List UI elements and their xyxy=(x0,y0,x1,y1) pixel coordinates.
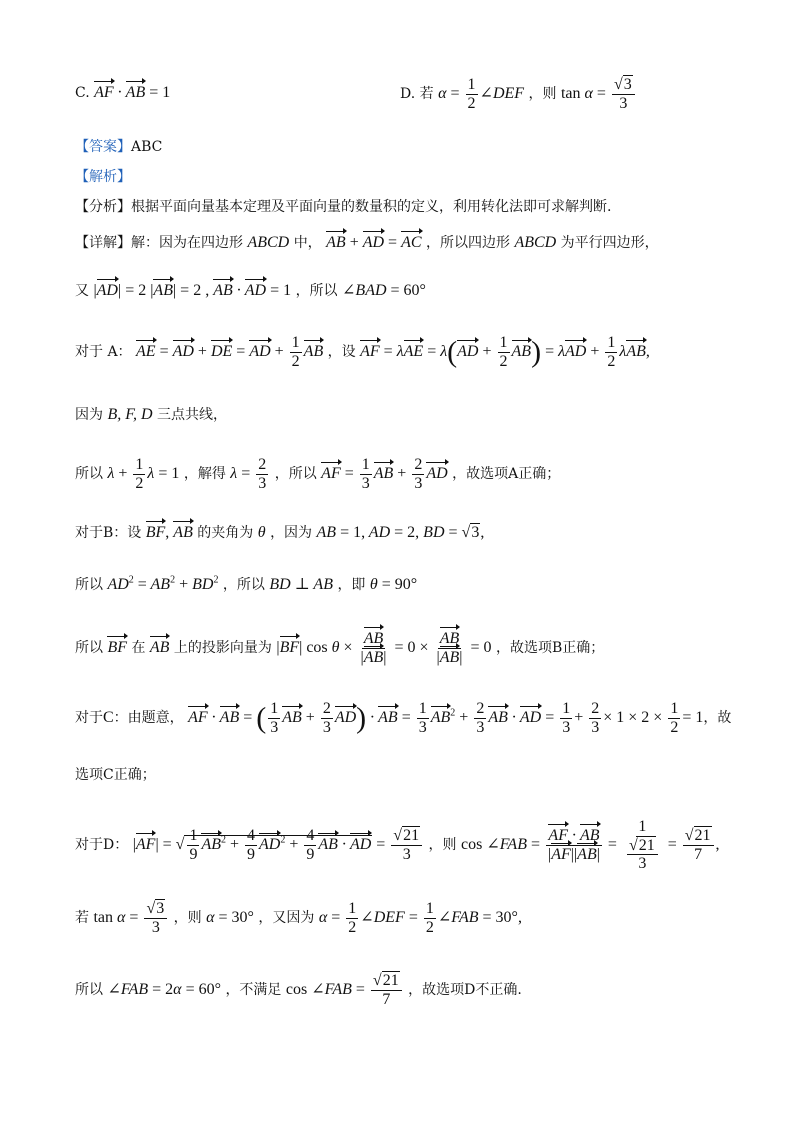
part-a-lambda-eq: λ + $\frac{1}{2}$ λ = 1 xyxy=(107,456,180,492)
detail-t5: ，所以 xyxy=(295,283,338,299)
part-d-cos: cos ∠FAB = $\frac{AF \cdot AB}{|AF||AB|}$ = $\frac{1}{\frac{√21}{3}}$ = $\frac{√21}{7}$ , xyxy=(460,818,720,873)
option-d-tan: tan α = $\frac{√3}{3}$ xyxy=(561,85,637,102)
part-d-ze: ，则 xyxy=(428,837,457,854)
part-d-cos-val: cos ∠FAB = $\frac{√21}{7}$ xyxy=(286,981,404,998)
part-d-alpha-eq: α = $\frac{1}{2}$ ∠DEF = $\frac{1}{2}$ ∠FAB = 30°, xyxy=(318,900,522,936)
part-c-line-1 xyxy=(75,700,731,736)
vector-sum: AB + AD = AC xyxy=(326,234,422,251)
part-a-line-1 xyxy=(75,334,650,370)
part-d-conclusion: ，故选项D不正确. xyxy=(408,981,522,998)
option-d-label: D. xyxy=(400,85,416,102)
part-c-letter: C xyxy=(103,708,114,726)
part-d-fab: ∠FAB = 2α = 60° xyxy=(107,980,221,998)
part-a-jiede: ，解得 xyxy=(183,465,226,482)
answer-line xyxy=(75,136,162,156)
part-b-conclusion: ，故选项B正确； xyxy=(495,639,605,656)
part-c-gu: ，故 xyxy=(703,709,732,726)
part-b-proj-mid: 上的投影向量为 xyxy=(173,639,272,656)
part-b-label: 对于B：设 xyxy=(75,525,142,541)
part-a-bfd: B, F, D xyxy=(107,406,153,423)
detail-you: 又 xyxy=(75,283,89,299)
part-d-tan: tan α = $\frac{√3}{3}$ xyxy=(93,909,169,926)
part-c-line-2 xyxy=(75,764,156,784)
part-a-af-result: AF = $\frac{1}{3}$ AB + $\frac{2}{3}$ AD xyxy=(321,456,448,492)
answer-value: ABC xyxy=(131,139,163,155)
detail-line-2 xyxy=(75,280,426,300)
part-a-line-2 xyxy=(75,404,227,424)
part-a-conclusion: ，故选项A正确； xyxy=(452,465,561,482)
detail-t3: ，所以四边形 xyxy=(425,235,510,251)
part-b-zai: 在 xyxy=(131,639,146,656)
part-b-jiajiao: 的夹角为 xyxy=(197,525,254,541)
part-b-perp: BD ⊥ AB xyxy=(269,576,333,593)
part-a-label: 对于 A： xyxy=(75,343,132,360)
part-b-pythag: $AD^2 = AB^2 + BD^2$ xyxy=(107,574,219,593)
abcd-2: ABCD xyxy=(514,234,557,251)
abcd-1: ABCD xyxy=(247,234,290,251)
angle-bad: ∠BAD = 60° xyxy=(342,282,426,299)
option-d xyxy=(400,76,637,112)
norm-eq: |AD| = 2 |AB| = 2 , AB · AD = 1 xyxy=(93,282,292,299)
option-c xyxy=(75,84,170,102)
jiexi-tag: 【解析】 xyxy=(75,169,131,185)
part-b-line-2 xyxy=(75,574,417,594)
part-d-ruo: 若 xyxy=(75,909,89,926)
part-c-tiyi: ：由题意， xyxy=(113,709,184,726)
part-a-suoyi: 所以 xyxy=(75,465,103,482)
part-a-suoyi2: ，所以 xyxy=(274,465,317,482)
part-b-suoyi2: ，所以 xyxy=(222,577,265,593)
part-b-vectors: BF, AB xyxy=(145,524,193,541)
detail-t4: 为平行四边形， xyxy=(560,235,659,251)
detail-tag: 【详解】 xyxy=(75,235,131,251)
part-a-sandian: 三点共线， xyxy=(156,407,227,423)
answer-tag: 【答案】 xyxy=(75,139,131,155)
detail-t2: 中， xyxy=(293,235,322,251)
part-b-yinwei: ，因为 xyxy=(270,525,313,541)
part-d-bumanzu: ，不满足 xyxy=(225,981,282,998)
part-d-line-1 xyxy=(75,818,720,873)
option-d-ze: ，则 xyxy=(528,85,557,102)
part-b-lengths: AB = 1, AD = 2, BD = √3, xyxy=(316,524,485,541)
part-c-conclusion: 选项C正确； xyxy=(75,767,156,783)
part-b-theta-val: θ = 90° xyxy=(369,576,418,593)
option-c-label: C. xyxy=(75,85,90,101)
part-a-she: ，设 xyxy=(327,343,356,360)
option-d-formula: α = $\frac{1}{2}$ ∠DEF xyxy=(438,76,525,112)
part-d-suoyi: 所以 xyxy=(75,981,103,998)
part-d-youyin: ，又因为 xyxy=(258,909,315,926)
part-b-proj-formula: |BF| cos θ × $\frac{AB}{|AB|}$ = 0 × $\frac{AB}{|AB|}$ = 0 xyxy=(276,630,492,666)
part-d-ze2: ，则 xyxy=(173,909,202,926)
part-b-line-3 xyxy=(75,630,604,666)
option-c-formula: AF · AB = 1 xyxy=(94,84,171,101)
part-b-ab: AB xyxy=(149,638,170,656)
part-c-formula: AF · AB = ( $\frac{1}{3}$ AB + $\frac{2}{3}$ AD) · AB = $\frac{1}{3}$ $AB^2$ + $\frac{2}{3}$ AB · AD = $\frac{1}{3}$ + $\frac{2}{3}$ × 1 × 2 × $\frac{1}{2}$ = 1 xyxy=(188,700,704,736)
detail-t1: 解：因为在四边形 xyxy=(131,235,243,251)
part-a-line-3 xyxy=(75,456,560,492)
jiexi-line xyxy=(75,166,131,186)
detail-line-1 xyxy=(75,232,659,252)
part-d-line-2 xyxy=(75,900,522,936)
fenxi-text: 根据平面向量基本定理及平面向量的数量积的定义，利用转化法即可求解判断. xyxy=(131,199,612,215)
part-b-ji: ，即 xyxy=(337,577,366,593)
option-d-ruo: 若 xyxy=(419,85,434,102)
part-c-label: 对于 xyxy=(75,709,103,726)
part-d-norm: |AF| = √ $\frac{1}{9}$ $AB^2$ + $\frac{4}{9}$ $AD^2$ + $\frac{4}{9}$ AB · AD = $\frac{√21}{3}$ xyxy=(133,836,424,853)
part-a-lambda-val: λ = $\frac{2}{3}$ xyxy=(230,456,267,492)
part-d-alpha: α = 30° xyxy=(206,908,254,926)
part-b-bf: BF xyxy=(107,638,127,656)
part-a-yinwei: 因为 xyxy=(75,407,103,423)
part-d-label: 对于D： xyxy=(75,837,129,854)
part-d-line-3 xyxy=(75,972,522,1008)
part-b-line-1 xyxy=(75,522,484,542)
part-a-af: AF = λAE = λ(AD + $\frac{1}{2}$ AB) = λAD + $\frac{1}{2}$ λAB, xyxy=(360,334,650,370)
part-b-suoyi: 所以 xyxy=(75,577,103,593)
fenxi-line xyxy=(75,196,611,216)
part-b-proj-pre: 所以 xyxy=(75,639,103,656)
part-a-ae: AE = AD + DE = AD + $\frac{1}{2}$ AB xyxy=(136,334,324,370)
fenxi-tag: 【分析】 xyxy=(75,199,131,215)
part-b-theta: θ xyxy=(257,524,266,541)
